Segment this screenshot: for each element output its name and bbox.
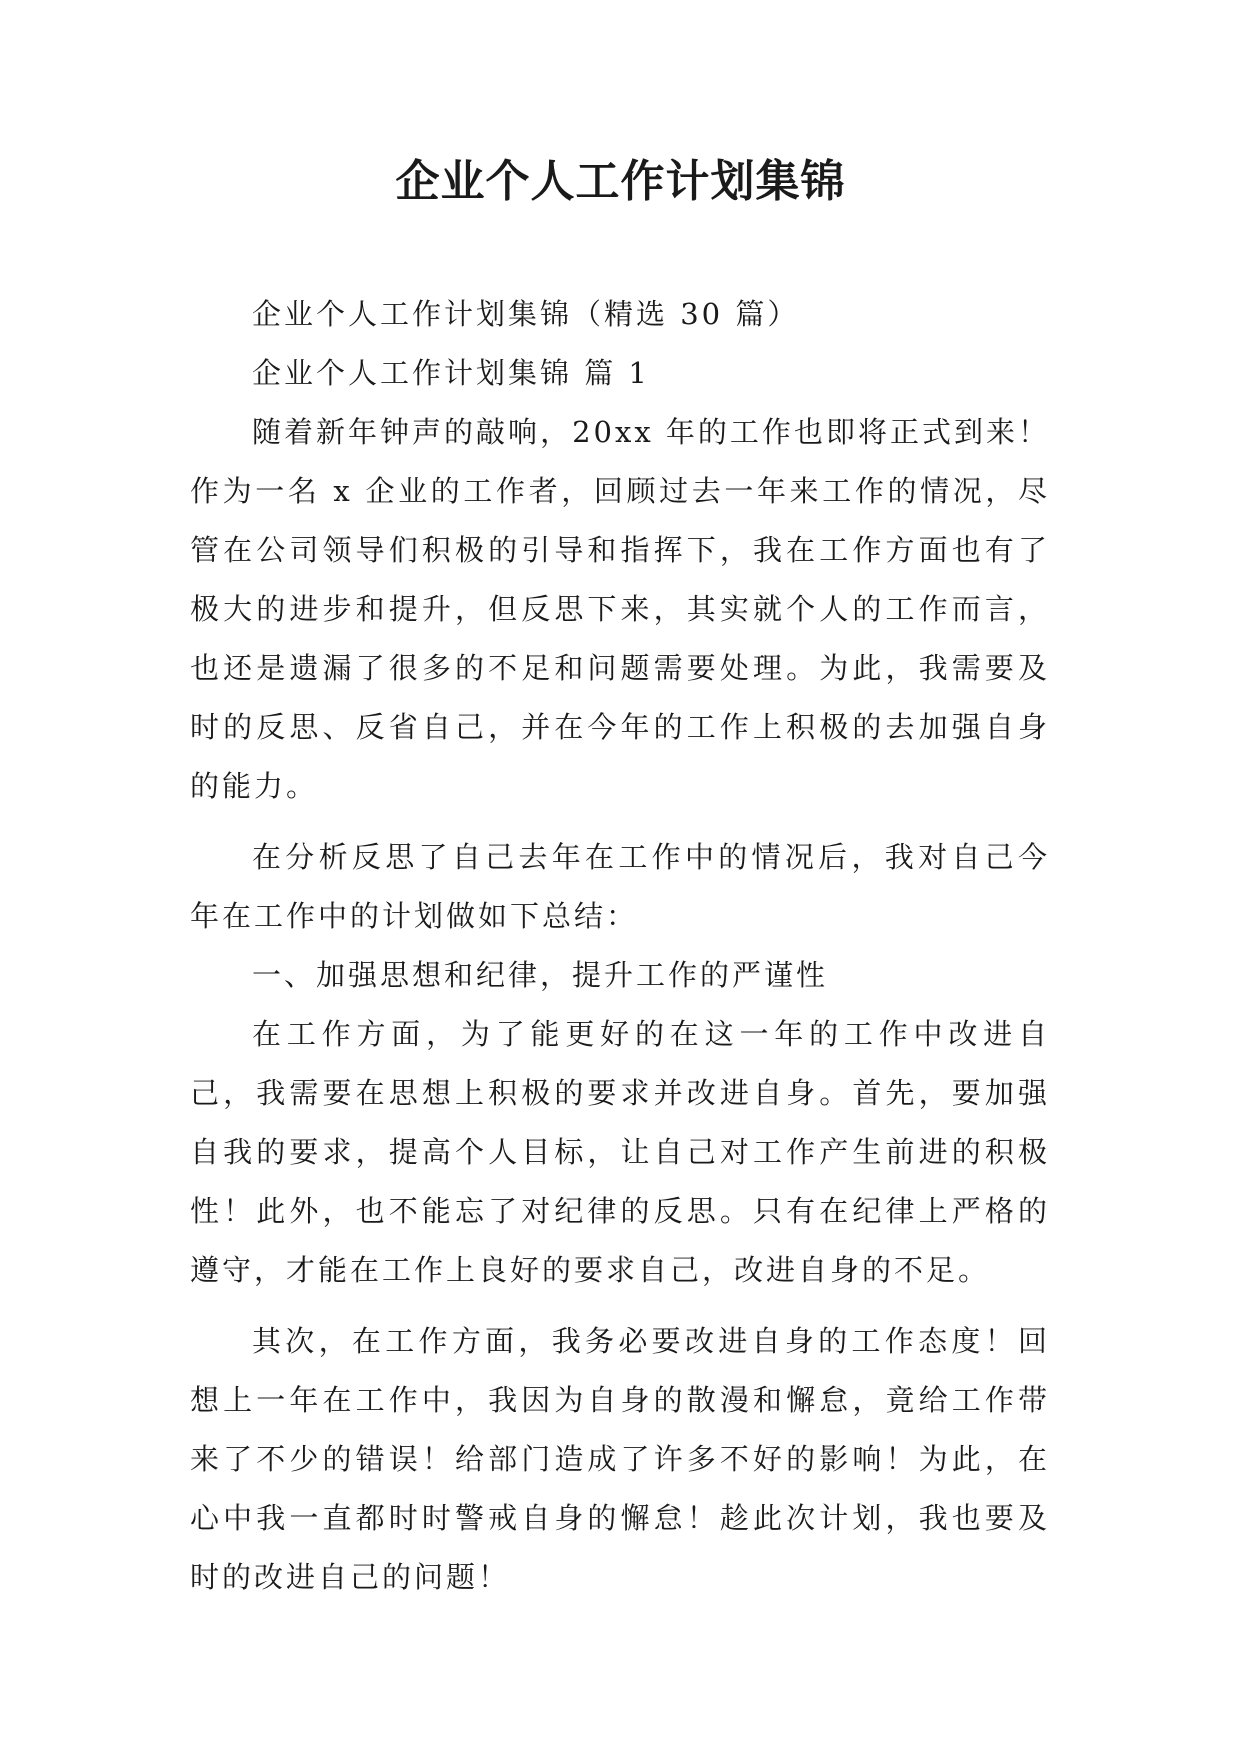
body-paragraph: 在工作方面，为了能更好的在这一年的工作中改进自己，我需要在思想上积极的要求并改进自身。首先，要加强自我的要求，提高个人目标，让自己对工作产生前进的积极性！此外，也不能忘了对纪律的反思。只有在纪律上严格的遵守，才能在工作上良好的要求自己，改进自身的不足。	[190, 1017, 1050, 1287]
document-title: 企业个人工作计划集锦	[395, 156, 846, 207]
body-paragraph: 在分析反思了自己去年在工作中的情况后，我对自己今年在工作中的计划做如下总结：	[190, 840, 1050, 933]
section-heading: 一、加强思想和纪律，提升工作的严谨性	[252, 958, 829, 992]
document-body	[190, 285, 1050, 1607]
subtitle-paragraph: 企业个人工作计划集锦（精选 30 篇）	[252, 297, 800, 331]
body-paragraph: 其次，在工作方面，我务必要改进自身的工作态度！回想上一年在工作中，我因为自身的散漫和懈怠，竟给工作带来了不少的错误！给部门造成了许多不好的影响！为此，在心中我一直都时时警戒自身的懈怠！趁此次计划，我也要及时的改进自己的问题！	[190, 1324, 1050, 1594]
section-heading: 企业个人工作计划集锦 篇 1	[252, 356, 650, 390]
body-paragraph: 随着新年钟声的敲响，20xx 年的工作也即将正式到来！作为一名 x 企业的工作者，回顾过去一年来工作的情况，尽管在公司领导们积极的引导和指挥下，我在工作方面也有了极大的进步和提升，但反思下来，其实就个人的工作而言，也还是遗漏了很多的不足和问题需要处理。为此，我需要及时的反思、反省自己，并在今年的工作上积极的去加强自身的能力。	[190, 415, 1050, 803]
